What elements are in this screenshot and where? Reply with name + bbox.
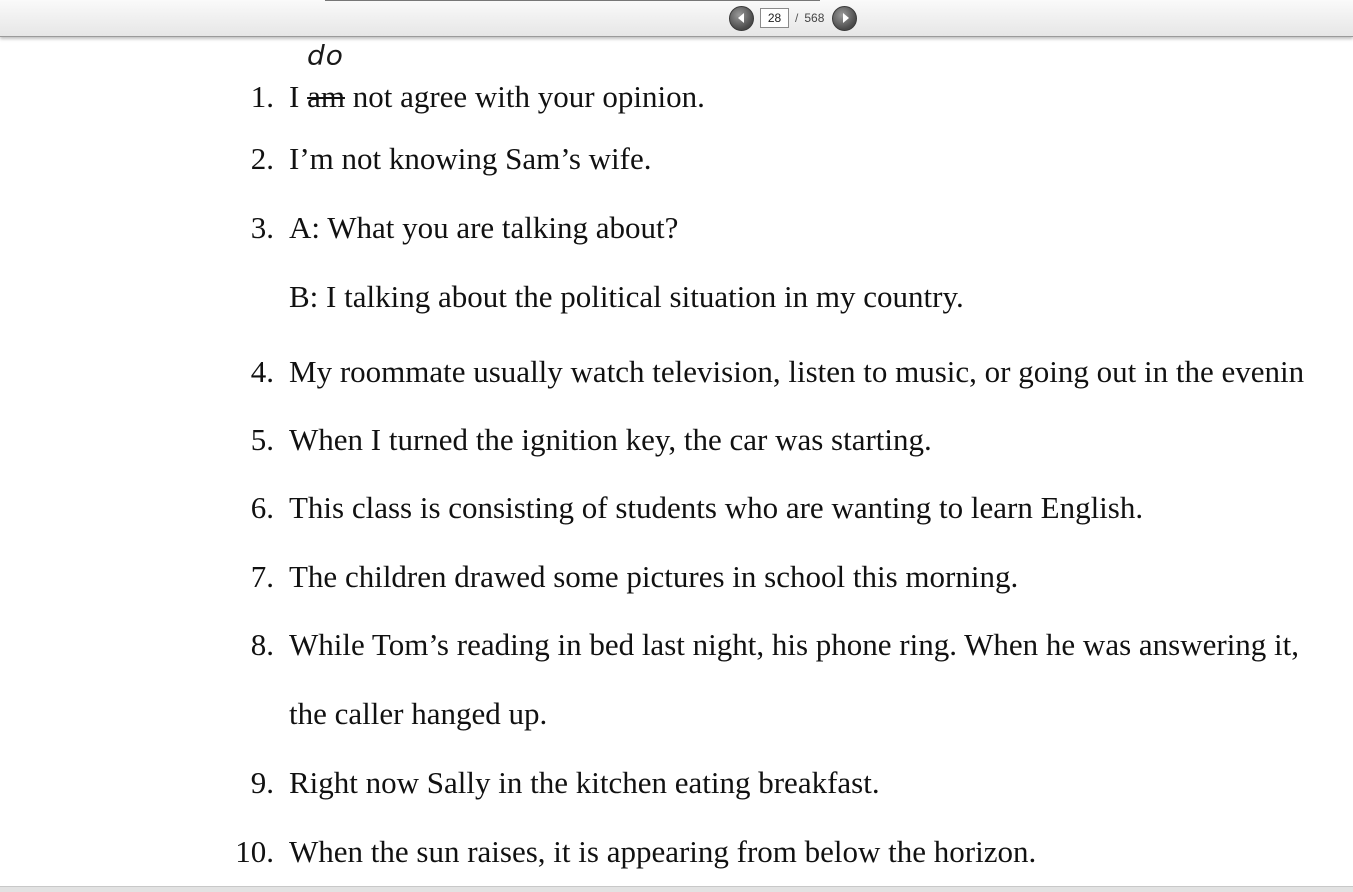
- prev-page-icon: [736, 12, 748, 24]
- next-page-icon: [839, 12, 851, 24]
- exercise-text: This class is consisting of students who are wanting to learn English.: [289, 490, 1144, 525]
- exercise-text: The children drawed some pictures in school this morning.: [289, 559, 1019, 594]
- exercise-text: B: I talking about the political situation in my country.: [289, 279, 964, 314]
- page-separator: /: [795, 11, 799, 25]
- exercise-text: A: What you are talking about?: [289, 210, 679, 245]
- exercise-number: 8.: [250, 627, 274, 662]
- exercise-text: the caller hanged up.: [289, 696, 548, 731]
- exercise-text: [289, 79, 705, 115]
- exercise-text: When I turned the ignition key, the car was starting.: [289, 422, 932, 457]
- prev-page-button[interactable]: [729, 6, 754, 31]
- text-before: I: [289, 79, 300, 114]
- handwritten-correction: do: [307, 39, 344, 72]
- viewer-toolbar: [0, 0, 1353, 37]
- total-pages: 568: [804, 11, 825, 25]
- struck-word: am: [307, 79, 345, 114]
- exercise-text: I’m not knowing Sam’s wife.: [289, 141, 652, 176]
- page-navigator: [729, 5, 857, 31]
- text-after: not agree with your opinion.: [352, 79, 705, 114]
- next-page-button[interactable]: [832, 6, 857, 31]
- page-number-input[interactable]: [760, 8, 789, 28]
- exercise-number: 5.: [250, 422, 274, 457]
- document-page: [0, 37, 1353, 889]
- exercise-number: 10.: [235, 834, 274, 869]
- exercise-number: 2.: [250, 141, 274, 176]
- exercise-number: 3.: [250, 210, 274, 245]
- exercise-text: My roommate usually watch television, listen to music, or going out in the evenin: [289, 354, 1305, 389]
- exercise-text: Right now Sally in the kitchen eating breakfast.: [289, 765, 880, 800]
- toolbar-top-border: [325, 0, 820, 1]
- exercise-number: 7.: [250, 559, 274, 594]
- exercise-text: While Tom’s reading in bed last night, his phone ring. When he was answering it,: [289, 627, 1300, 662]
- exercise-number: 1.: [250, 79, 274, 114]
- exercise-text: When the sun raises, it is appearing from below the horizon.: [289, 834, 1037, 869]
- exercise-number: 4.: [250, 354, 274, 389]
- bottom-edge: [0, 886, 1353, 892]
- exercise-number: 6.: [250, 490, 274, 525]
- exercise-number: 9.: [250, 765, 274, 800]
